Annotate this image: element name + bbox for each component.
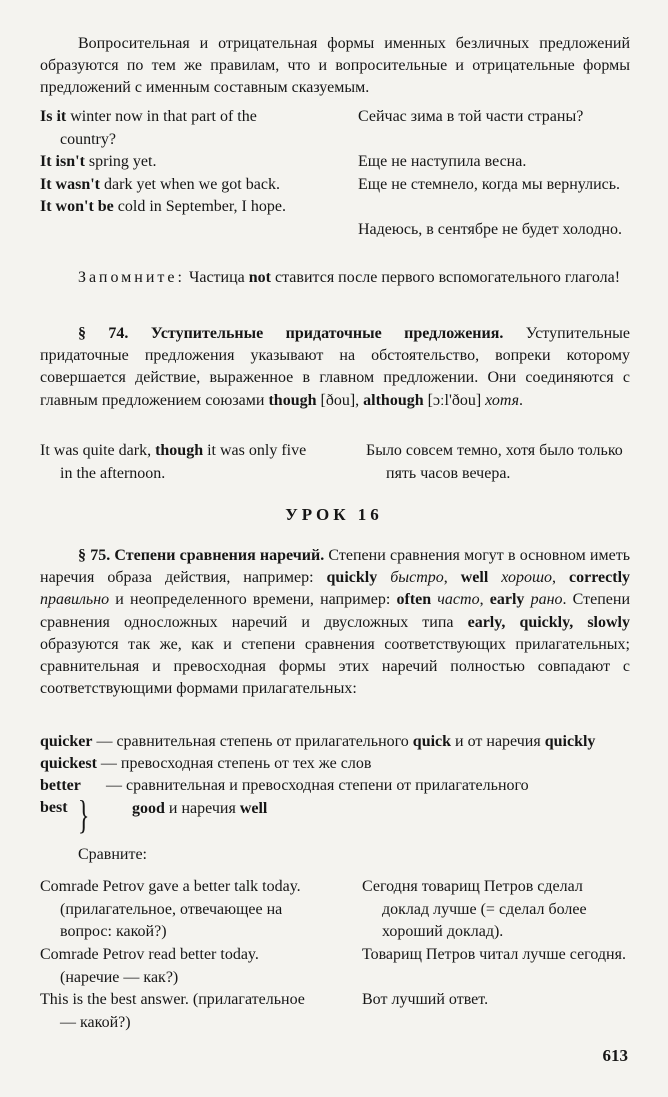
form-desc <box>106 775 630 819</box>
example-ru: Сегодня товарищ Петров сделал доклад лучше (= сделал более хороший доклад). <box>362 878 587 940</box>
example-ru: Надеюсь, в сентябре не будет холодно. <box>358 220 622 238</box>
section-text: Степени сравнения могут в основном иметь наречия образа действия, например: <box>40 547 630 587</box>
section-text: Уступительные придаточные предложения указывают на обстоятельство, вопреки которому совершается действие, выраженное в главном предложении. Они соединяются с главным предложением союзами <box>40 325 630 409</box>
section-75-heading: § 75. Степени сравнения наречий. <box>78 547 325 564</box>
example-text: it was only five in the afternoon. <box>60 442 307 482</box>
translation: быстро <box>390 569 444 587</box>
brace-symbol: } <box>77 792 90 837</box>
keyword: early <box>489 591 525 609</box>
keyword-list: early, quickly, slowly <box>467 613 630 631</box>
remember-word: not <box>248 269 272 286</box>
translation: хорошо <box>501 569 553 587</box>
form-word: quickly <box>544 733 596 750</box>
example-en: Comrade Petrov gave a better talk today. (прилагательное, отвечающее на вопрос: какой?) <box>40 878 301 940</box>
keyword: often <box>396 591 432 609</box>
keyword: well <box>460 569 489 587</box>
example-en: This is the best answer. (прилагательное — какой?) <box>40 991 305 1031</box>
example2-ru <box>366 440 642 485</box>
example-ru: Вот лучший ответ. <box>362 991 489 1008</box>
form-desc: — превосходная степень от тех же слов <box>96 755 372 773</box>
keyword: although <box>363 391 424 409</box>
transcription: [ɔːl'ðou] <box>423 391 486 409</box>
example-en <box>40 106 310 151</box>
form-word: well <box>239 799 268 817</box>
example-keyword: It wasn't <box>40 175 101 193</box>
example-en <box>40 174 310 197</box>
example-keyword: Is it <box>40 108 67 125</box>
example-ru: Было совсем темно, хотя было только пять часов вечера. <box>366 442 623 482</box>
example-text: cold in September, I hope. <box>113 198 286 215</box>
example-en <box>40 196 310 219</box>
keyword: though <box>268 391 317 409</box>
examples-en-column <box>40 106 310 219</box>
forms-list <box>40 731 630 821</box>
translation: часто <box>437 591 480 609</box>
example-ru: Сейчас зима в той части страны? <box>358 108 584 125</box>
keyword: correctly <box>569 569 631 587</box>
examples3-en-column <box>40 876 312 1034</box>
section-74 <box>40 323 630 412</box>
example-keyword: It won't be <box>40 198 114 215</box>
example-ru: Товарищ Петров читал лучше сегодня. <box>362 946 626 963</box>
example-ru: Еще не наступила весна. <box>358 153 527 170</box>
form-quickest <box>40 753 630 775</box>
section-text: и неопределенного времени, например: <box>109 591 397 609</box>
translation: хотя <box>485 391 520 409</box>
example-en: Comrade Petrov read better today. (наречие — как?) <box>40 946 259 986</box>
compare-label: Сравните: <box>78 846 147 863</box>
form-word: quicker <box>40 733 93 750</box>
form-word: quickest <box>40 755 97 773</box>
section-text: образуются так же, как и степени сравнения соответствующих прилагательных; сравнительная и превосходная формы этих наречий полностью совпадают с соответствующими формами прилагательных: <box>40 635 630 698</box>
form-word: good <box>132 799 165 817</box>
remember-note <box>40 267 630 289</box>
remember-text: Частица <box>184 269 249 286</box>
example2-en <box>40 440 310 485</box>
form-desc-text: и наречия <box>164 799 240 817</box>
page-number: 613 <box>602 1046 628 1065</box>
section-text: . Степени сравнения односложных наречий и двусложных типа <box>40 591 630 631</box>
form-desc: — сравнительная степень от прилагательного <box>92 733 413 750</box>
example-text: winter now in that part of the country? <box>60 108 257 148</box>
example-en <box>40 151 310 174</box>
intro-paragraph: Вопросительная и отрицательная формы именных безличных предложений образуются по тем же правилам, что и вопросительные и отрицательные формы предложений с именным составным сказуемым. <box>40 35 630 97</box>
translation: правильно <box>40 591 110 609</box>
lesson-title: УРОК 16 <box>285 505 383 524</box>
examples3-ru-column <box>362 876 630 1012</box>
form-word: better <box>40 777 81 795</box>
example-ru: Еще не стемнело, когда мы вернулись. <box>358 175 621 193</box>
section-74-heading: § 74. Уступительные придаточные предложения. <box>78 325 504 342</box>
example-keyword: though <box>155 442 204 459</box>
form-word: quick <box>412 733 452 750</box>
transcription: [ðou], <box>316 391 364 409</box>
translation: рано <box>530 591 563 609</box>
example-text: dark yet when we got back. <box>100 175 280 193</box>
example-text: It was quite dark, <box>40 442 156 459</box>
remember-label: Запомните: <box>78 269 185 286</box>
examples-ru-column <box>358 106 634 241</box>
form-better-best <box>40 775 630 821</box>
example-text: spring yet. <box>84 153 157 170</box>
form-quicker <box>40 731 630 753</box>
form-desc: и от наречия <box>451 733 545 750</box>
keyword: quickly <box>326 569 378 587</box>
punctuation: . <box>519 391 524 409</box>
form-word: best <box>40 799 68 817</box>
remember-text: ставится после первого вспомогательного глагола! <box>271 269 621 286</box>
form-desc-text: — сравнительная и превосходная степени от прилагательного <box>106 777 529 795</box>
example-en <box>40 440 310 485</box>
example-keyword: It isn't <box>40 153 85 170</box>
section-75: § 75. Степени сравнения наречий. Степени сравнения могут в основном иметь наречия образа действия, например: quickly быстро, well хорошо, correctly правильно и неопределенного времени, например: often часто, early рано. Степени сравнения односложных наречий и двусложных типа early, quickly, slowly образуются так же, как и степени сравнения соответствующих прилагательных; сравнительная и превосходная формы этих наречий полностью совпадают с соответствующими формами прилагательных: <box>40 547 631 698</box>
